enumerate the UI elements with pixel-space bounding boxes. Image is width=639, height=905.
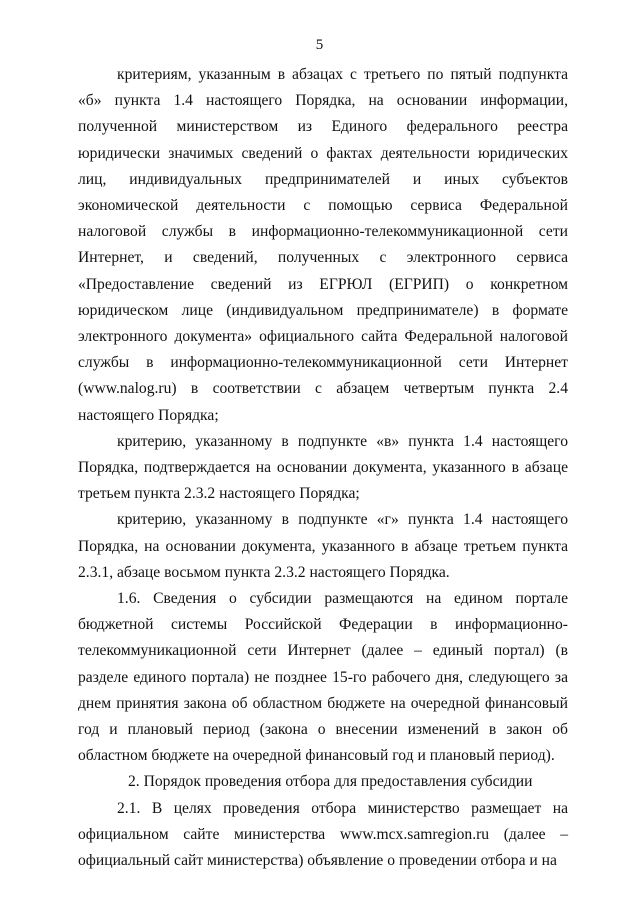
paragraph-criterion-v: критерию, указанному в подпункте «в» пункта 1.4 настоящего Порядка, подтверждается на основании документа, указанного в абзаце третьем пункта 2.3.2 настоящего Порядка;	[78, 432, 568, 503]
paragraph-1-6: 1.6. Сведения о субсидии размещаются на едином портале бюджетной системы Российской Федерации в информационно-телекоммуникационной сети Интернет (далее – единый портал) (в разделе единого портала) не позднее 15-го рабочего дня, следующего за днем принятия закона об областном бюджете на очередной финансовый год и плановый период (закона о внесении изменений в закон об областном бюджете на очередной финансовый год и плановый период).	[78, 590, 568, 765]
paragraph-criterion-g: критерию, указанному в подпункте «г» пункта 1.4 настоящего Порядка, на основании документа, указанного в абзаце третьем пункта 2.3.1, абзаце восьмом пункта 2.3.2 настоящего Порядка.	[78, 511, 568, 581]
page-number: 5	[315, 37, 324, 53]
document-body	[78, 62, 568, 874]
section-heading-2: 2. Порядок проведения отбора для предоставления субсидии	[128, 773, 533, 791]
paragraph-criteria-b: критериям, указанным в абзацах с третьего по пятый подпункта «б» пункта 1.4 настоящего Порядка, на основании информации, полученной министерством из Единого федерального реестра юридически значимых сведений о фактах деятельности юридических лиц, индивидуальных предпринимателей и иных субъектов экономической деятельности с помощью сервиса Федеральной налоговой службы в информационно-телекоммуникационной сети Интернет, и сведений, полученных с электронного сервиса «Предоставление сведений из ЕГРЮЛ (ЕГРИП) о конкретном юридическом лице (индивидуальном предпринимателе) в формате электронного документа» официального сайта Федеральной налоговой службы в информационно-телекоммуникационной сети Интернет (www.nalog.ru) в соответствии с абзацем четвертым пункта 2.4 настоящего Порядка;	[78, 66, 568, 424]
paragraph-2-1: 2.1. В целях проведения отбора министерство размещает на официальном сайте министерства www.mcx.samregion.ru (далее – официальный сайт министерства) объявление о проведении отбора и на	[78, 799, 568, 870]
